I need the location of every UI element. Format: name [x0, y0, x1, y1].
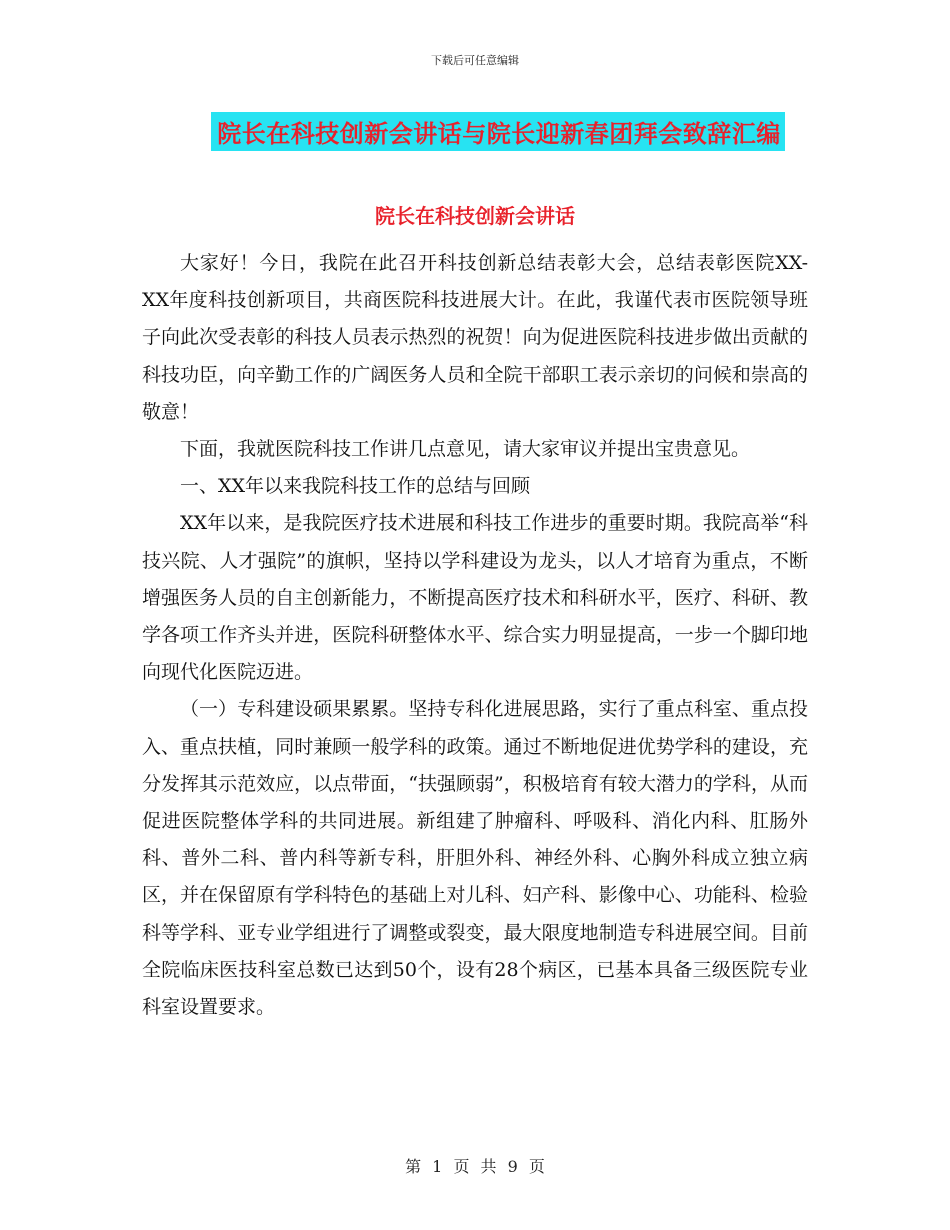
paragraph-intro: 下面，我就医院科技工作讲几点意见，请大家审议并提出宝贵意见。 [180, 438, 751, 461]
paragraph-specialty-construction: （一）专科建设硕果累累。坚持专科化进展思路，实行了重点科室、重点投入、重点扶植，同时兼顾一般学科的政策。通过不断地促进优势学科的建设，充分发挥其示范效应，以点带面，“扶强顾弱”，积极培育有较大潜力的学科，从而促进医院整体学科的共同进展。新组建了肿瘤科、呼吸科、消化内科、肛肠外科、普外二科、普内科等新专科，肝胆外科、神经外科、心胸外科成立独立病区，并在保留原有学科特色的基础上对儿科、妇产科、影像中心、功能科、检验科等学科、亚专业学组进行了调整或裂变，最大限度地制造专科进展空间。目前全院临床医技科室总数已达到50个，设有28个病区，已基本具备三级医院专业科室设置要求。 [142, 698, 808, 1019]
page-header-note: 下载后可任意编辑 [431, 54, 519, 67]
document-title: 院长在科技创新会讲话与院长迎新春团拜会致辞汇编 [211, 112, 785, 151]
page-footer-pagination: 第 1 页 共 9 页 [405, 1157, 545, 1176]
paragraph-heading-review: 一、XX年以来我院科技工作的总结与回顾 [180, 475, 531, 498]
document-body [142, 245, 808, 1026]
paragraph-greeting: 大家好！今日，我院在此召开科技创新总结表彰大会，总结表彰医院XX-XX年度科技创新项目，共商医院科技进展大计。在此，我谨代表市医院领导班子向此次受表彰的科技人员表示热烈的祝贺！向为促进医院科技进步做出贡献的科技功臣，向辛勤工作的广阔医务人员和全院干部职工表示亲切的问候和崇高的敬意！ [142, 252, 808, 423]
section-title: 院长在科技创新会讲话 [375, 204, 575, 228]
document-title-container [0, 112, 950, 151]
paragraph-review: XX年以来，是我院医疗技术进展和科技工作进步的重要时期。我院高举“科技兴院、人才强院”的旗帜，坚持以学科建设为龙头，以人才培育为重点，不断增强医务人员的自主创新能力，不断提高医疗技术和科研水平，医疗、科研、教学各项工作齐头并进，医院科研整体水平、综合实力明显提高，一步一个脚印地向现代化医院迈进。 [142, 512, 808, 684]
